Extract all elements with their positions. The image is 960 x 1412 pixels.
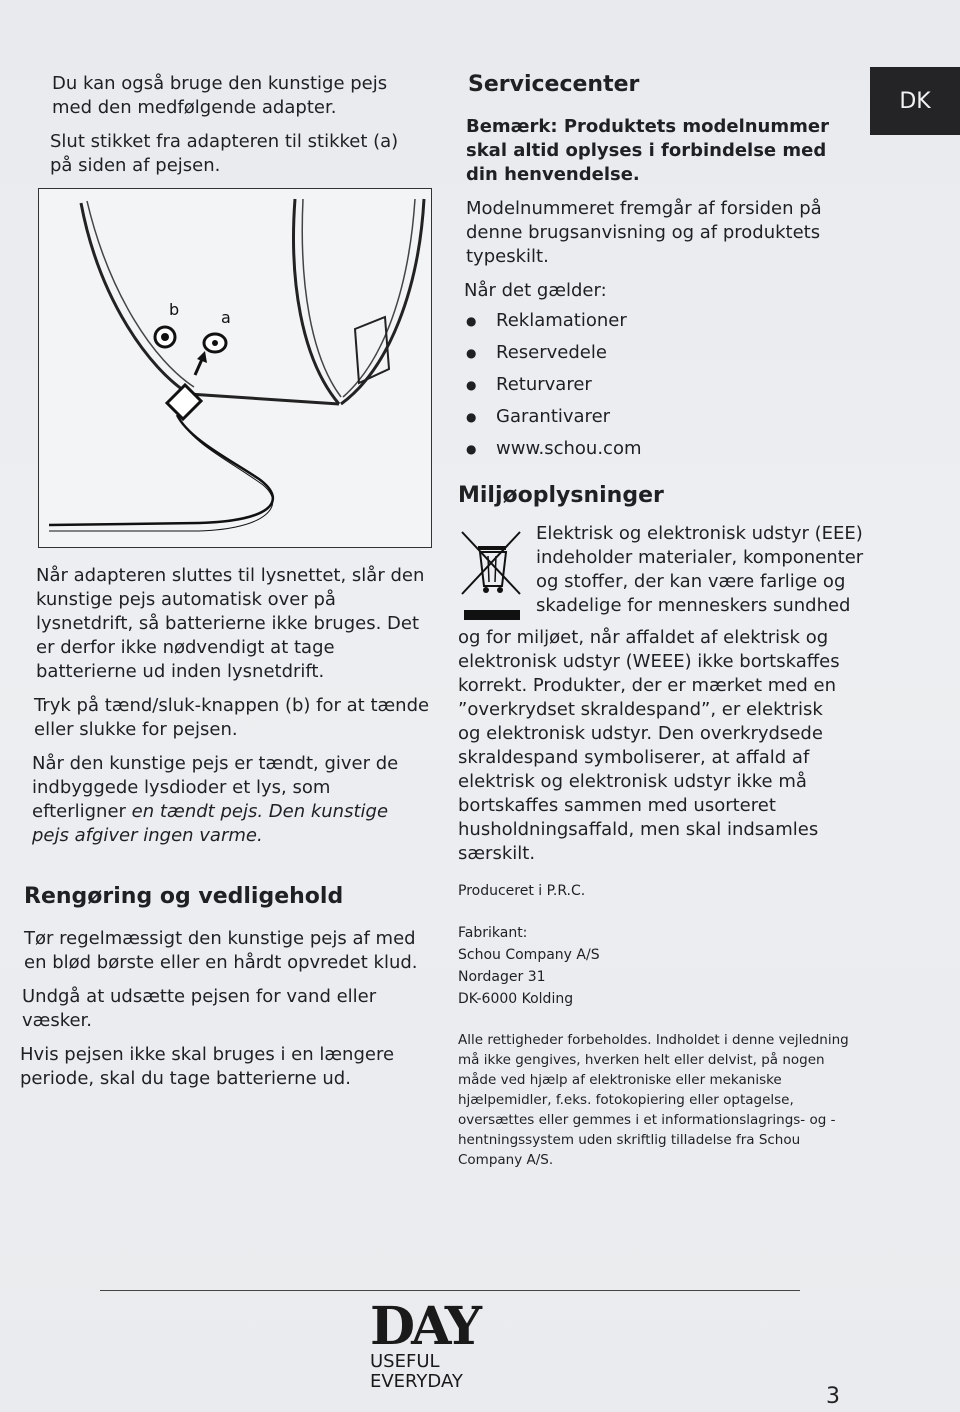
list-item-label: www.schou.com bbox=[496, 438, 642, 459]
manufacturer-city: DK-6000 Kolding bbox=[458, 991, 574, 1007]
manufacturer-name: Schou Company A/S bbox=[458, 947, 600, 963]
label-b: b bbox=[169, 300, 180, 319]
language-tab bbox=[870, 67, 960, 135]
cleaning-heading: Rengøring og vedligehold bbox=[24, 884, 344, 909]
bullet-icon: ● bbox=[466, 410, 477, 424]
website-link[interactable] bbox=[464, 433, 878, 465]
list-item bbox=[464, 305, 878, 337]
list-item-label: Returvarer bbox=[496, 374, 592, 395]
made-in: Produceret i P.R.C. bbox=[458, 883, 586, 899]
adapter-illustration bbox=[38, 188, 432, 548]
day-logo bbox=[370, 1296, 510, 1392]
footer-divider bbox=[100, 1290, 800, 1291]
page-number: 3 bbox=[826, 1384, 840, 1409]
weee-text-1: Elektrisk og elektronisk udstyr (EEE) indeholder materialer, komponenter og stoffer, der kan være farlige og skadelige for menneskers sundhed bbox=[536, 523, 864, 616]
crossed-bin-icon bbox=[458, 528, 528, 624]
bullet-icon: ● bbox=[466, 442, 477, 456]
cleaning-instruction-3: Hvis pejsen ikke skal bruges i en længere periode, skal du tage batterierne ud. bbox=[20, 1044, 395, 1089]
service-list bbox=[464, 305, 878, 465]
right-column bbox=[458, 72, 878, 1170]
list-item-label: Garantivarer bbox=[496, 406, 611, 427]
label-a: a bbox=[221, 308, 231, 327]
list-item bbox=[464, 369, 878, 401]
led-info-italic: en tændt pejs. Den kunstige pejs afgiver ingen varme. bbox=[32, 801, 389, 846]
cleaning-instruction-1: Tør regelmæssigt den kunstige pejs af med en blød børste eller en hårdt opvredet klud. bbox=[24, 928, 418, 973]
logo-wordmark: DAY bbox=[370, 1296, 478, 1357]
adapter-intro: Du kan også bruge den kunstige pejs med den medfølgende adapter. bbox=[52, 73, 388, 118]
bullet-icon: ● bbox=[466, 346, 477, 360]
service-heading: Servicecenter bbox=[468, 72, 640, 97]
copyright-notice: Alle rettigheder forbeholdes. Indholdet i denne vejledning må ikke gengives, hverken helt eller delvist, på nogen måde ved hjælp af elektroniske eller mekaniske hjælpemidler, f.eks. fotokopiering eller optagelse, oversættes eller gemmes i et informationslagrings- og -hentningssystem uden skriftlig tilladelse fra Schou Company A/S. bbox=[458, 1032, 849, 1168]
list-item bbox=[464, 401, 878, 433]
list-item-label: Reklamationer bbox=[496, 310, 627, 331]
model-location: Modelnummeret fremgår af forsiden på denne brugsanvisning og af produktets typeskilt. bbox=[466, 198, 822, 267]
logo-tagline-1: USEFUL bbox=[370, 1351, 440, 1372]
logo-tagline-2: EVERYDAY bbox=[370, 1371, 463, 1392]
language-tab-label: DK bbox=[899, 88, 931, 114]
cleaning-instruction-2: Undgå at udsætte pejsen for vand eller væsker. bbox=[22, 986, 377, 1031]
mains-info: Når adapteren sluttes til lysnettet, slår den kunstige pejs automatisk over på lysnetdrift, så batterierne ikke bruges. Det er derfor ikke nødvendigt at tage batterierne ud inden lysnetdrift. bbox=[36, 565, 425, 682]
adapter-instruction: Slut stikket fra adapteren til stikket (a) på siden af pejsen. bbox=[50, 131, 399, 176]
weee-text-2: og for miljøet, når affaldet af elektrisk og elektronisk udstyr (WEEE) ikke bortskaffes korrekt. Produkter, der er mærket med en ”overkrydset skraldespand”, er elektrisk og elektronisk udstyr. Den overkrydsede skraldespand symboliserer, at affald af elektrisk og elektronisk udstyr ikke må bortskaffes sammen med usorteret husholdningsaffald, men skal indsamles særskilt. bbox=[458, 627, 840, 864]
weee-section bbox=[458, 523, 878, 624]
list-item bbox=[464, 337, 878, 369]
list-item-label: Reservedele bbox=[496, 342, 607, 363]
power-button-info: Tryk på tænd/sluk-knappen (b) for at tænde eller slukke for pejsen. bbox=[34, 695, 430, 740]
bullet-icon: ● bbox=[466, 378, 477, 392]
left-column bbox=[20, 72, 430, 1101]
bullet-icon: ● bbox=[466, 314, 477, 328]
fireplace-adapter-drawing bbox=[39, 189, 431, 547]
led-info-text: Når den kunstige pejs er tændt, giver de indbyggede lysdioder et lys, som efterligner bbox=[32, 753, 399, 822]
applies-to: Når det gælder: bbox=[464, 280, 607, 301]
manufacturer-street: Nordager 31 bbox=[458, 969, 546, 985]
led-info bbox=[30, 752, 430, 848]
environment-heading: Miljøoplysninger bbox=[458, 483, 664, 508]
model-note: Bemærk: Produktets modelnummer skal altid oplyses i forbindelse med din henvendelse. bbox=[466, 116, 829, 185]
manufacturer-label: Fabrikant: bbox=[458, 925, 528, 941]
